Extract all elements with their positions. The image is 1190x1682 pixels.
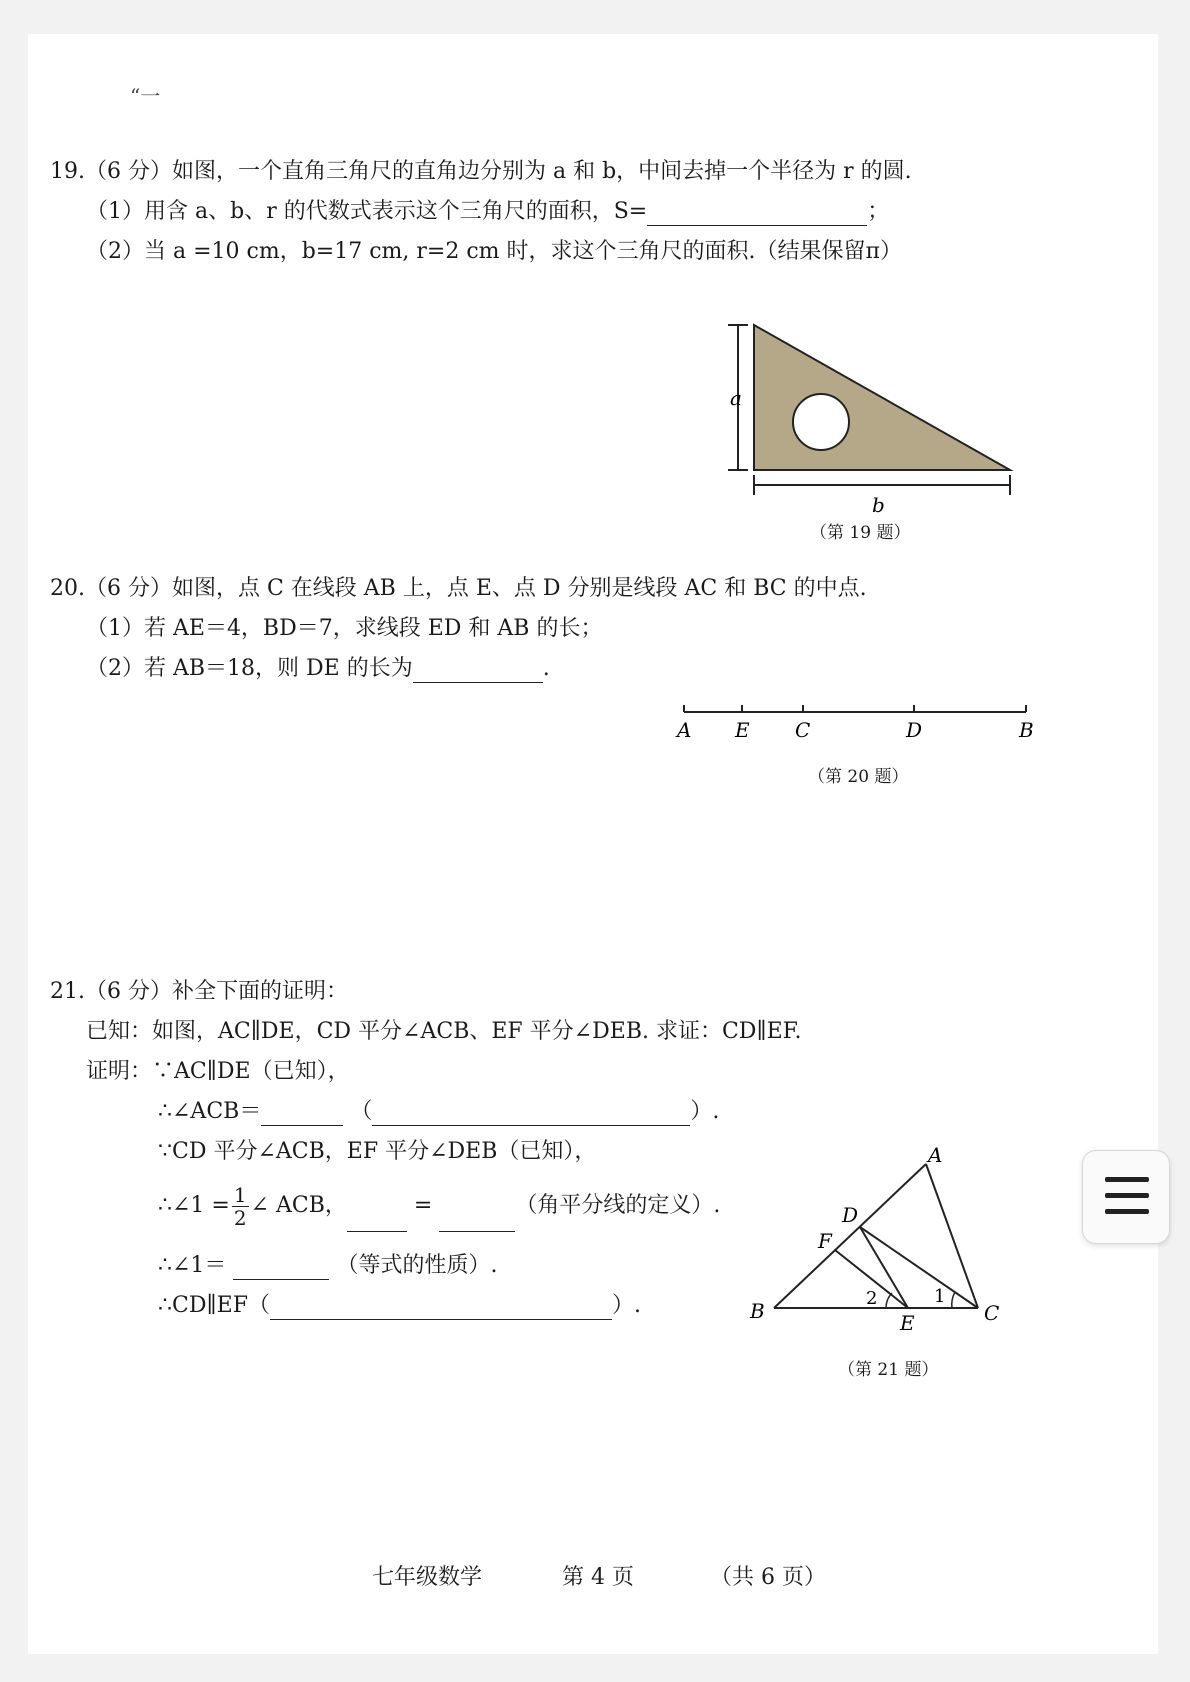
circle-hole	[793, 394, 849, 450]
frac-den: 2	[233, 1205, 247, 1230]
vertex-b: B	[750, 1299, 765, 1323]
line4-end: （角平分线的定义）.	[515, 1193, 721, 1218]
line2-blank-reason[interactable]	[372, 1103, 690, 1126]
q21-proof-line3: ∵CD 平分∠ACB，EF 平分∠DEB（已知），	[158, 1139, 597, 1164]
header-fragment: “一	[130, 84, 161, 108]
q19-part2: （2）当 a =10 cm，b=17 cm, r=2 cm 时，求这个三角尺的面积.（结果保留π）	[86, 239, 902, 264]
line5-end: （等式的性质）.	[336, 1253, 498, 1278]
line4-eq: =	[413, 1193, 433, 1218]
side-ba	[774, 1164, 926, 1308]
q21-proof-line2	[158, 1098, 719, 1126]
q21-caption: （第 21 题）	[838, 1360, 939, 1380]
line6-start: ∴CD∥EF（	[158, 1293, 270, 1318]
segment-cd	[860, 1227, 978, 1308]
line4-start: ∴∠1 =	[158, 1193, 230, 1218]
q21-proof-line1	[86, 1058, 350, 1086]
q19-part1-text: （1）用含 a、b、r 的代数式表示这个三角尺的面积，S=	[86, 199, 648, 224]
q20-part2-end: .	[542, 656, 550, 681]
q21-stem: 21.（6 分）补全下面的证明：	[50, 979, 348, 1004]
angle-1-label: 1	[934, 1286, 946, 1307]
q19-part1-end: ；	[867, 199, 890, 224]
point-e: E	[735, 718, 750, 742]
exam-page	[28, 34, 1158, 1654]
line6-blank-reason[interactable]	[270, 1297, 612, 1320]
frac-num: 1	[233, 1182, 247, 1207]
vertex-e: E	[900, 1311, 915, 1335]
label-b: b	[872, 493, 885, 515]
floating-menu-button[interactable]	[1082, 1150, 1170, 1244]
proof-line1-text: ∵AC∥DE（已知），	[152, 1059, 350, 1084]
line2-start: ∴∠ACB＝	[158, 1099, 262, 1124]
q20-part2-text: （2）若 AB＝18，则 DE 的长为	[86, 656, 413, 681]
point-a: A	[677, 718, 692, 742]
q20-segment-figure	[670, 700, 1040, 750]
q19-caption: （第 19 题）	[810, 523, 911, 543]
q21-triangle-figure	[740, 1140, 1010, 1340]
line5-start: ∴∠1＝	[158, 1253, 227, 1278]
footer-total: （共 6 页）	[710, 1565, 826, 1590]
vertex-a: A	[928, 1143, 943, 1167]
line5-blank[interactable]	[233, 1257, 329, 1280]
line4-mid: ∠ ACB，	[250, 1193, 347, 1218]
q19-stem: 19.（6 分）如图，一个直角三角尺的直角边分别为 a 和 b，中间去掉一个半径为 r 的圆.	[50, 159, 912, 184]
q20-caption: （第 20 题）	[808, 767, 909, 787]
q21-proof-line5	[158, 1252, 497, 1280]
footer-page: 第 4 页	[562, 1565, 634, 1590]
point-d: D	[906, 718, 923, 742]
q19-part1	[86, 198, 889, 226]
triangle-ruler	[754, 325, 1010, 470]
proof-label: 证明：	[86, 1059, 153, 1084]
line2-blank-angle[interactable]	[261, 1103, 343, 1126]
label-a: a	[730, 386, 742, 410]
fraction-one-half	[232, 1184, 249, 1229]
line4-blank-right[interactable]	[439, 1209, 515, 1232]
q21-given: 已知：如图，AC∥DE，CD 平分∠ACB、EF 平分∠DEB. 求证：CD∥EF.	[86, 1019, 802, 1044]
point-c: C	[795, 718, 811, 742]
q20-part1: （1）若 AE＝4，BD＝7，求线段 ED 和 AB 的长；	[86, 616, 603, 641]
q19-answer-blank[interactable]	[647, 203, 867, 226]
q21-proof-line6	[158, 1292, 641, 1320]
vertex-f: F	[818, 1229, 832, 1253]
angle-2-label: 2	[866, 1288, 878, 1309]
q19-triangle-figure	[720, 315, 1020, 515]
line4-blank-left[interactable]	[347, 1209, 407, 1232]
vertex-d: D	[842, 1203, 859, 1227]
q20-part2	[86, 655, 550, 683]
footer-subject: 七年级数学	[372, 1565, 483, 1590]
vertex-c: C	[984, 1301, 1000, 1325]
point-b: B	[1019, 718, 1034, 742]
line2-end: ）.	[690, 1099, 720, 1124]
q20-stem: 20.（6 分）如图，点 C 在线段 AB 上，点 E、点 D 分别是线段 AC 和 BC 的中点.	[50, 576, 867, 601]
line6-end: ）.	[611, 1293, 641, 1318]
line2-mid: （	[350, 1099, 373, 1124]
q21-proof-line4	[158, 1180, 720, 1232]
q20-answer-blank[interactable]	[413, 660, 543, 683]
